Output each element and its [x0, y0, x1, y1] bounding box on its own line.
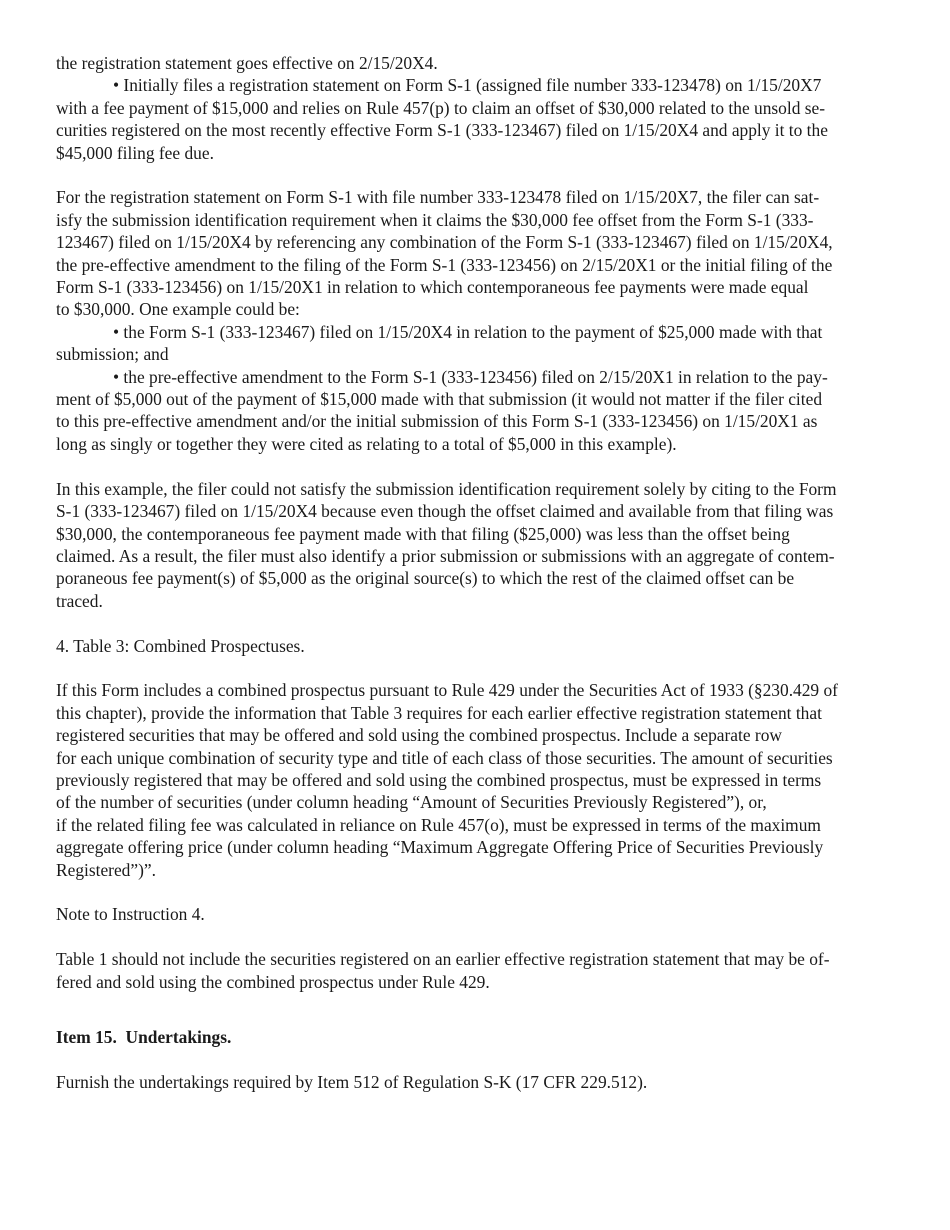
note-heading: Note to Instruction 4.: [56, 904, 205, 925]
paragraph-line: Table 1 should not include the securities registered on an earlier effective registration statement that may be of-: [56, 949, 830, 970]
intro-line: the registration statement goes effective on 2/15/20X4.: [56, 53, 438, 73]
bullet-line: submission; and: [56, 344, 169, 365]
bullet-line: • the pre-effective amendment to the Form S-1 (333-123456) filed on 2/15/20X1 in relation to the pay-: [113, 366, 828, 387]
bullet-pre-effective-amendment: [56, 366, 902, 456]
paragraph-line: S-1 (333-123467) filed on 1/15/20X4 because even though the offset claimed and available from that filing was: [56, 501, 834, 522]
paragraph-line: previously registered that may be offered and sold using the combined prospectus, must be expressed in terms: [56, 769, 822, 790]
paragraph-line: For the registration statement on Form S-1 with file number 333-123478 filed on 1/15/20X7, the filer can sat-: [56, 187, 820, 208]
paragraph-table3: [56, 679, 902, 881]
paragraph-line: the pre-effective amendment to the filing of the Form S-1 (333-123456) on 2/15/20X1 or the initial filing of the: [56, 254, 833, 275]
paragraph-line: isfy the submission identification requirement when it claims the $30,000 fee offset from the Form S-1 (333-: [56, 209, 814, 230]
paragraph-line: 123467) filed on 1/15/20X4 by referencing any combination of the Form S-1 (333-123467) filed on 1/15/20X4,: [56, 232, 833, 253]
paragraph-line: Registered”)”.: [56, 859, 156, 880]
paragraph-line: If this Form includes a combined prospectus pursuant to Rule 429 under the Securities Act of 1933 (§230.429 of: [56, 680, 838, 701]
bullet-line: long as singly or together they were cited as relating to a total of $5,000 in this example).: [56, 433, 677, 454]
paragraph-line: registered securities that may be offered and sold using the combined prospectus. Include a separate row: [56, 725, 782, 746]
paragraph-line: aggregate offering price (under column heading “Maximum Aggregate Offering Price of Securities Previously: [56, 837, 824, 858]
bullet-line: with a fee payment of $15,000 and relies on Rule 457(p) to claim an offset of $30,000 related to the unsold se-: [56, 97, 826, 118]
bullet-form-s1: [56, 321, 902, 366]
item15-text: Furnish the undertakings required by Item 512 of Regulation S-K (17 CFR 229.512).: [56, 1071, 648, 1092]
paragraph-line: this chapter), provide the information that Table 3 requires for each earlier effective registration statement that: [56, 702, 822, 723]
paragraph-note: [56, 948, 902, 993]
paragraph-line: $30,000, the contemporaneous fee payment made with that filing ($25,000) was less than the offset being: [56, 523, 790, 544]
paragraph-line: traced.: [56, 590, 103, 611]
paragraph-line: claimed. As a result, the filer must also identify a prior submission or submissions with an aggregate of contem-: [56, 545, 835, 566]
paragraph-line: In this example, the filer could not satisfy the submission identification requirement solely by citing to the Form: [56, 478, 837, 499]
paragraph-cannot-satisfy: [56, 478, 902, 612]
bullet-line: • Initially files a registration statement on Form S-1 (assigned file number 333-123478) on 1/15/20X7: [113, 75, 822, 96]
bullet-line: ment of $5,000 out of the payment of $15,000 made with that submission (it would not matter if the filer cited: [56, 389, 823, 410]
bullet-initial-filing: [56, 74, 902, 164]
paragraph-line: for each unique combination of security type and title of each class of those securities. The amount of securities: [56, 747, 833, 768]
bullet-line: $45,000 filing fee due.: [56, 142, 214, 163]
paragraph-example: [56, 186, 902, 320]
paragraph-line: Form S-1 (333-123456) on 1/15/20X1 in relation to which contemporaneous fee payments were made equal: [56, 277, 809, 298]
bullet-line: • the Form S-1 (333-123467) filed on 1/15/20X4 in relation to the payment of $25,000 made with that: [113, 321, 823, 342]
section-heading-table3: 4. Table 3: Combined Prospectuses.: [56, 635, 305, 656]
paragraph-line: poraneous fee payment(s) of $5,000 as the original source(s) to which the rest of the claimed offset can be: [56, 568, 795, 589]
bullet-line: curities registered on the most recently effective Form S-1 (333-123467) filed on 1/15/20X4 and apply it to the: [56, 120, 828, 141]
paragraph-line: of the number of securities (under column heading “Amount of Securities Previously Registered”), or,: [56, 792, 767, 813]
paragraph-line: fered and sold using the combined prospectus under Rule 429.: [56, 971, 490, 992]
bullet-line: to this pre-effective amendment and/or the initial submission of this Form S-1 (333-123456) on 1/15/20X1 as: [56, 411, 818, 432]
paragraph-line: if the related filing fee was calculated in reliance on Rule 457(o), must be expressed in terms of the maximum: [56, 814, 821, 835]
paragraph-line: to $30,000. One example could be:: [56, 299, 300, 320]
item15-heading: Item 15. Undertakings.: [56, 1026, 232, 1047]
